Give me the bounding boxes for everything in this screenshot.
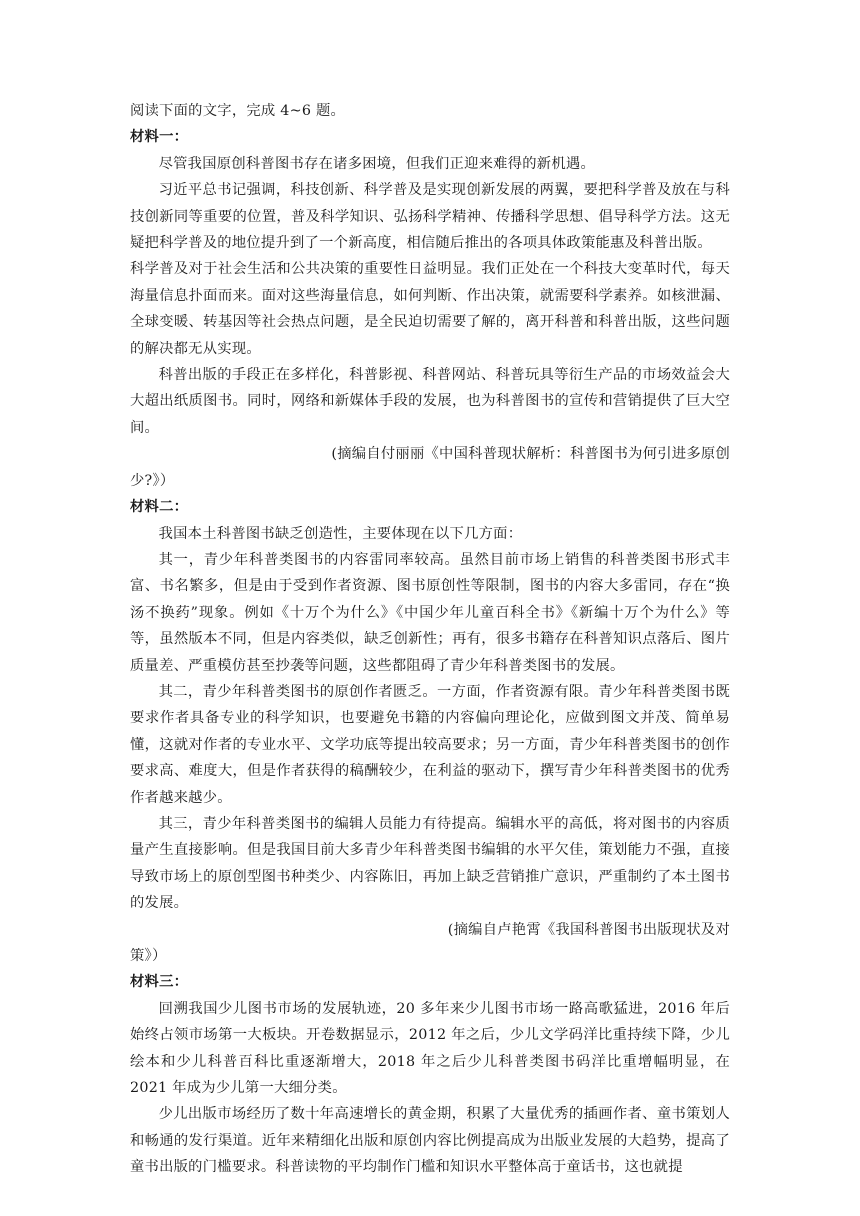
material-3-paragraph-1: 回溯我国少儿图书市场的发展轨迹，20 多年来少儿图书市场一路高歌猛进，2016 年后始终占领市场第一大板块。开卷数据显示，2012 年之后，少儿文学码洋比重持续下降，少儿绘本和少儿科普百科比重逐渐增大，2018 年之后少儿科普类图书码洋比重增幅明显，在 2021 年成为少儿第一大细分类。 <box>130 1000 730 1097</box>
material-1-paragraph-4: 科普出版的手段正在多样化，科普影视、科普网站、科普玩具等衍生产品的市场效益会大大超出纸质图书。同时，网络和新媒体手段的发展，也为科普图书的宣传和营销提供了巨大空间。 <box>130 367 730 436</box>
material-1-paragraph-3: 科学普及对于社会生活和公共决策的重要性日益明显。我们正处在一个科技大变革时代，每天海量信息扑面而来。面对这些海量信息，如何判断、作出决策，就需要科学素养。如核泄漏、全球变暖、转基因等社会热点问题，是全民迫切需要了解的，离开科普和科普出版，这些问题的解决都无从实现。 <box>130 261 730 357</box>
material-1-paragraph-2: 习近平总书记强调，科技创新、科学普及是实现创新发展的两翼，要把科学普及放在与科技创新同等重要的位置，普及科学知识、弘扬科学精神、传播科学思想、倡导科学方法。这无疑把科学普及的地位提升到了一个新高度，相信随后推出的各项具体政策能惠及科普出版。 <box>130 182 730 252</box>
material-2-paragraph-1: 我国本土科普图书缺乏创造性，主要体现在以下几方面： <box>158 525 523 542</box>
material-2-source-cont: 策》） <box>130 948 167 964</box>
material-1-source: (摘编自付丽丽《中国科普现状解析：科普图书为何引进多原创 <box>331 446 730 463</box>
material-2-source: (摘编自卢艳霄《我国科普图书出版现状及对 <box>447 921 730 938</box>
material-1-source-cont: 少?》） <box>130 472 175 489</box>
material-2-paragraph-3: 其二，青少年科普类图书的原创作者匮乏。一方面，作者资源有限。青少年科普类图书既要求作者具备专业的科学知识，也要避免书籍的内容偏向理论化，应做到图文并茂、简单易懂，这就对作者的专业水平、文学功底等提出较高要求；另一方面，青少年科普类图书的创作要求高、难度大，但是作者获得的稿酬较少，在利益的驱动下，撰写青少年科普类图书的优秀作者越来越少。 <box>130 683 730 806</box>
material-2-heading: 材料二： <box>130 499 189 516</box>
material-2-paragraph-2: 其一，青少年科普类图书的内容雷同率较高。虽然目前市场上销售的科普类图书形式丰富、书名繁多，但是由于受到作者资源、图书原创性等限制，图书的内容大多雷同，存在“换汤不换药”现象。例如《十万个为什么》《中国少年儿童百科全书》《新编十万个为什么》等等，虽然版本不同，但是内容类似，缺乏创新性；再有，很多书籍存在科普知识点落后、图片质量差、严重模仿甚至抄袭等问题，这些都阻碍了青少年科普类图书的发展。 <box>130 551 730 674</box>
document-page <box>130 98 730 1181</box>
material-1-paragraph-1: 尽管我国原创科普图书存在诸多困境，但我们正迎来难得的新机遇。 <box>158 155 595 172</box>
material-1-heading: 材料一： <box>130 129 189 146</box>
intro-instruction: 阅读下面的文字，完成 4~6 题。 <box>130 103 346 119</box>
material-2-paragraph-4: 其三，青少年科普类图书的编辑人员能力有待提高。编辑水平的高低，将对图书的内容质量产生直接影响。但是我国目前大多青少年科普类图书编辑的水平欠佳，策划能力不强，直接导致市场上的原创型图书种类少、内容陈旧，再加上缺乏营销推广意识，严重制约了本土图书的发展。 <box>130 815 730 912</box>
material-3-paragraph-2: 少儿出版市场经历了数十年高速增长的黄金期，积累了大量优秀的插画作者、童书策划人和畅通的发行渠道。近年来精细化出版和原创内容比例提高成为出版业发展的大趋势，提高了童书出版的门槛要求。科普读物的平均制作门槛和知识水平整体高于童话书，这也就提 <box>130 1106 730 1176</box>
material-3-heading: 材料三： <box>130 974 189 991</box>
